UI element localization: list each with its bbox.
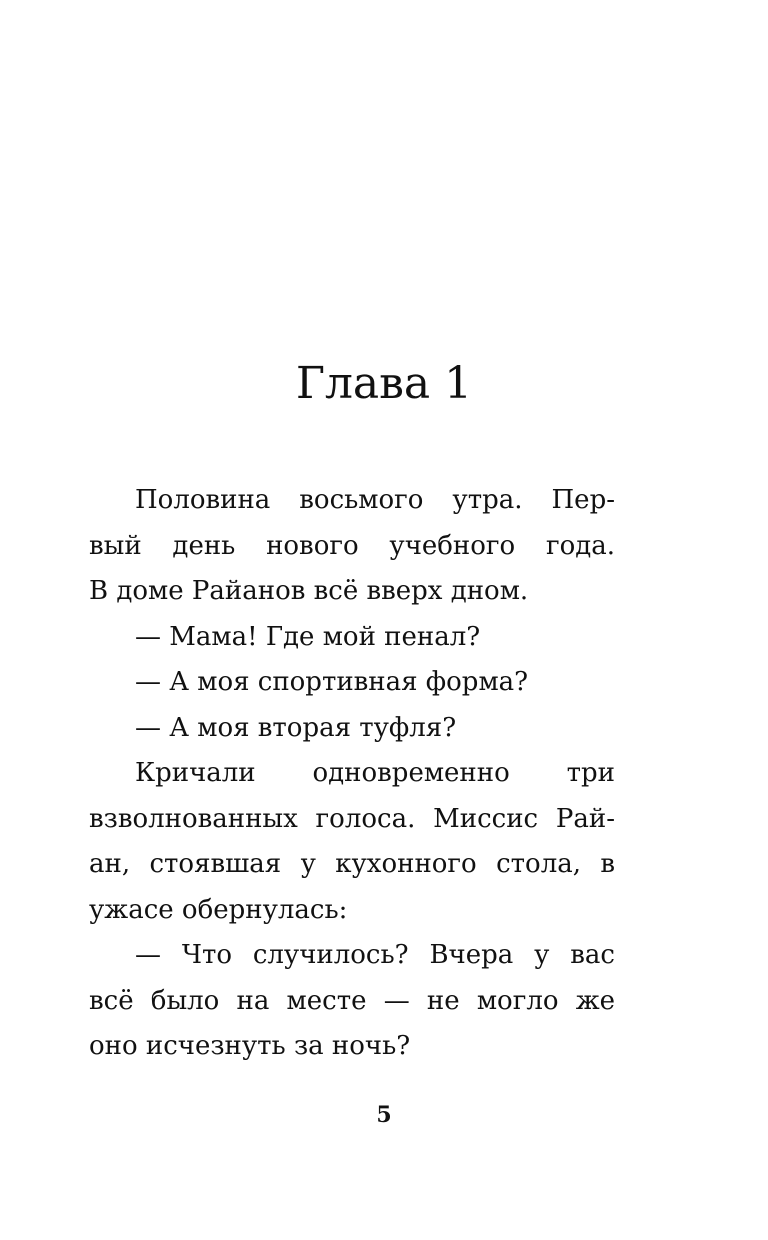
dialogue-line: — А моя спортивная форма?: [135, 667, 529, 697]
text-line: всё было на месте — не могло же: [89, 985, 615, 1016]
text-line: оно исчезнуть за ночь?: [89, 1031, 411, 1061]
text-line: ан, стоявшая у кухонного стола, в: [89, 849, 615, 879]
body-text: [89, 478, 615, 1070]
dialogue-line: — Что случилось? Вчера у вас: [135, 940, 615, 970]
chapter-title: Глава 1: [295, 358, 473, 409]
text-line: Половина восьмого утра. Пер-: [135, 485, 615, 515]
text-line: Кричали одновременно три: [135, 758, 615, 788]
text-line: вый день нового учебного года.: [89, 530, 615, 561]
dialogue-line: — А моя вторая туфля?: [135, 712, 457, 743]
text-line: ужасе обернулась:: [89, 894, 348, 925]
dialogue-line: — Мама! Где мой пенал?: [135, 621, 481, 652]
text-line: В доме Райанов всё вверх дном.: [89, 576, 529, 606]
text-line: взволнованных голоса. Миссис Рай-: [89, 803, 615, 834]
page-number: 5: [376, 1102, 392, 1128]
